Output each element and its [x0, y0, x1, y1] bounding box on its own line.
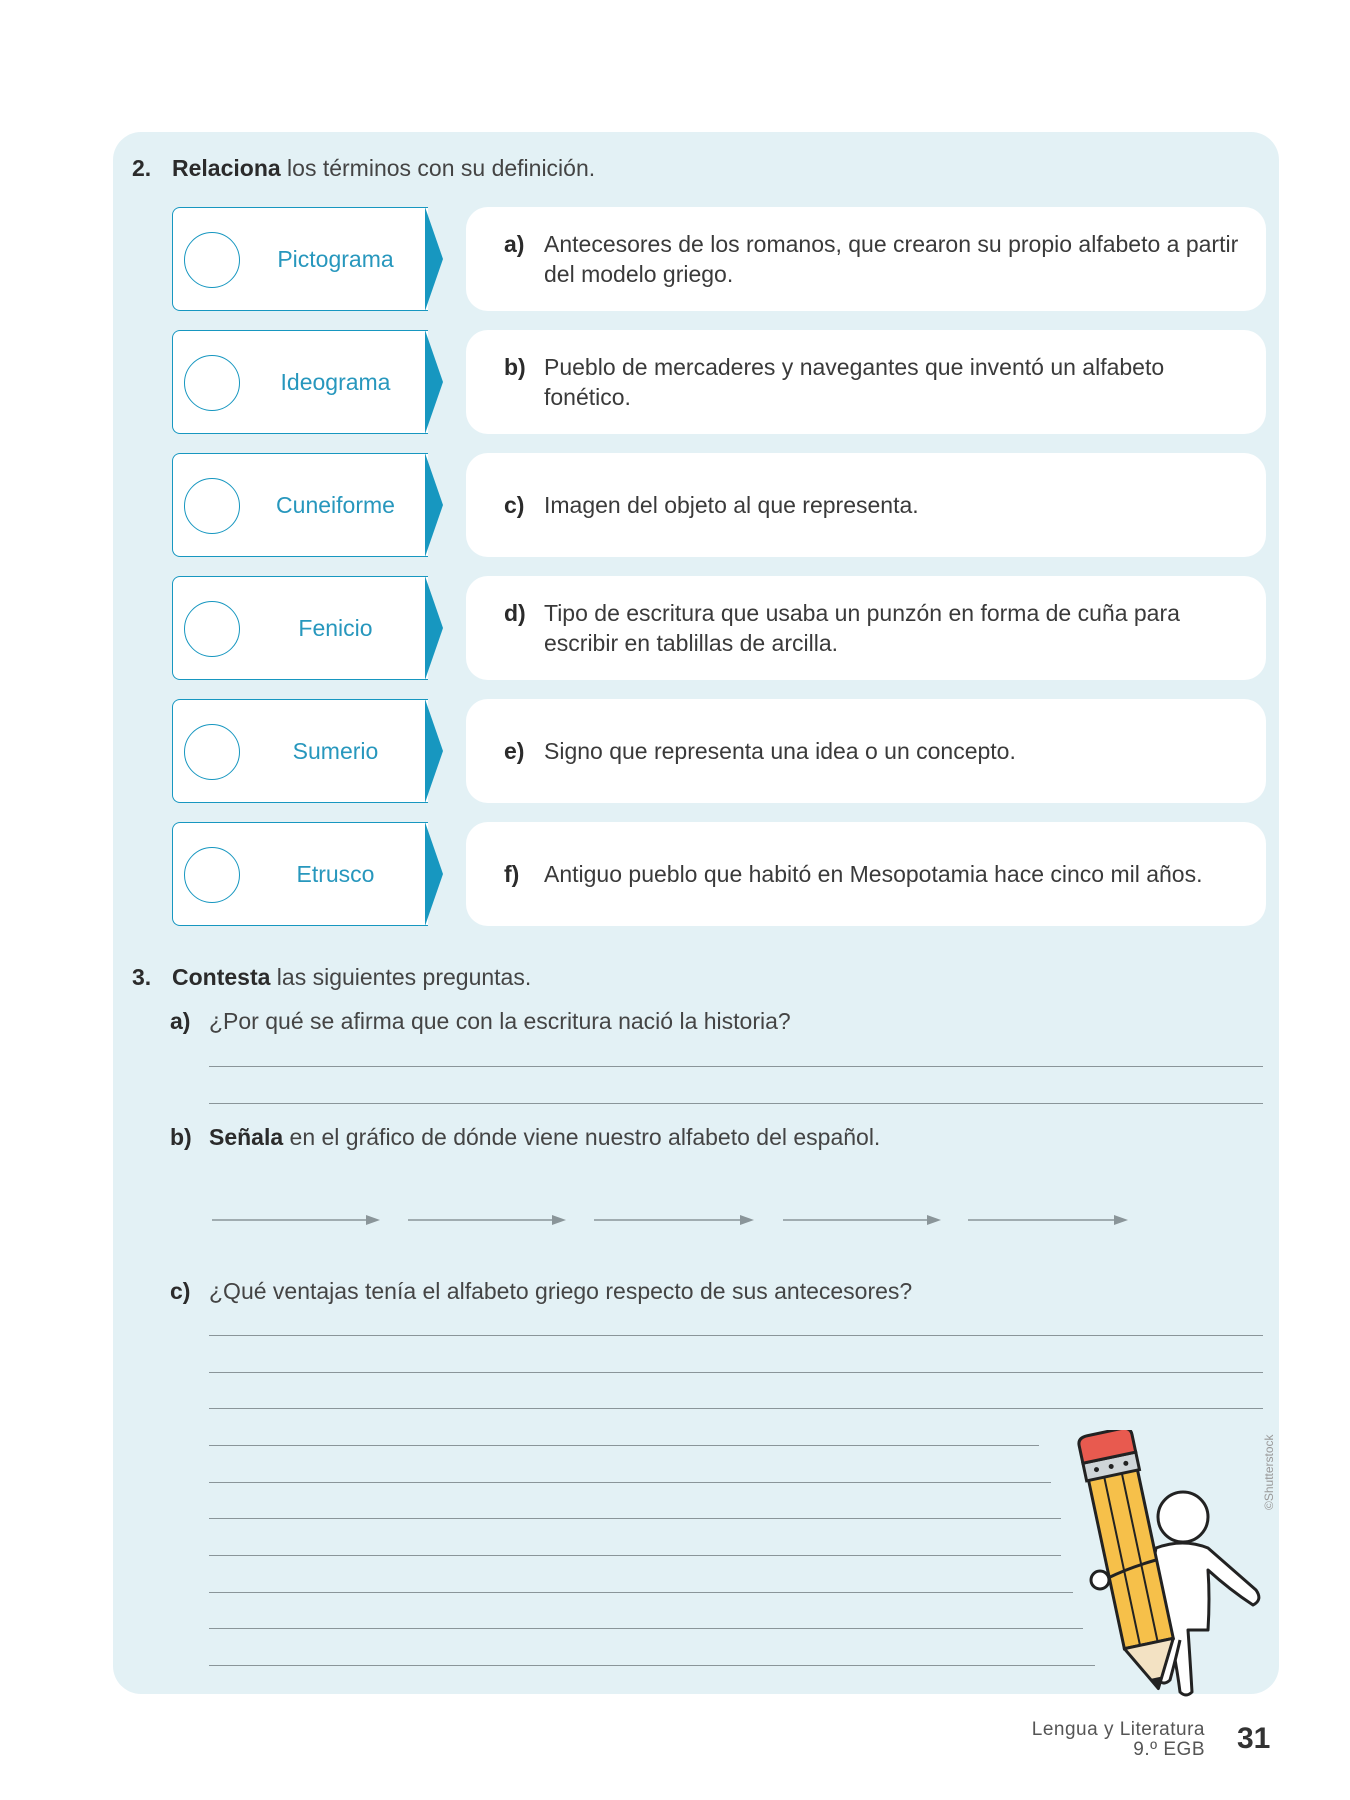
term-arrow-icon	[425, 576, 445, 680]
footer-subject-name: Lengua y Literatura	[1031, 1719, 1205, 1740]
answer-circle[interactable]	[184, 355, 240, 411]
question-2-verb: Relaciona	[172, 155, 281, 181]
answer-line[interactable]	[209, 1592, 1073, 1593]
flow-arrow-3[interactable]	[594, 1213, 756, 1227]
term-card-ideograma	[172, 330, 428, 434]
term-arrow-icon	[425, 207, 445, 311]
term-card-etrusco	[172, 822, 428, 926]
term-label: Cuneiforme	[276, 491, 395, 518]
question-3-title	[132, 964, 531, 991]
answer-line[interactable]	[209, 1555, 1061, 1556]
definition-text: Antecesores de los romanos, que crearon su propio alfabeto a partir del modelo griego.	[544, 231, 1239, 287]
question-3b-verb: Señala	[209, 1124, 284, 1150]
image-credit: ©Shutterstock	[1262, 1434, 1276, 1510]
definition-card-f	[466, 822, 1266, 926]
term-card-cuneiforme	[172, 453, 428, 557]
flow-arrow-1[interactable]	[212, 1213, 382, 1227]
question-3b-text: en el gráfico de dónde viene nuestro alfabeto del español.	[289, 1124, 881, 1150]
question-3-verb: Contesta	[172, 964, 271, 990]
definition-card-e	[466, 699, 1266, 803]
term-label: Ideograma	[280, 368, 391, 395]
term-arrow-icon	[425, 330, 445, 434]
question-2-instruction: los términos con su definición.	[287, 155, 596, 181]
question-3-instruction: las siguientes preguntas.	[276, 964, 532, 990]
answer-line[interactable]	[209, 1482, 1051, 1483]
term-label: Pictograma	[277, 245, 394, 272]
flow-arrow-2[interactable]	[408, 1213, 568, 1227]
question-3c-text: ¿Qué ventajas tenía el alfabeto griego respecto de sus antecesores?	[209, 1278, 913, 1304]
answer-line[interactable]	[209, 1665, 1095, 1666]
definition-card-c	[466, 453, 1266, 557]
answer-circle[interactable]	[184, 232, 240, 288]
term-card-sumerio	[172, 699, 428, 803]
term-label: Sumerio	[292, 737, 379, 764]
answer-line[interactable]	[209, 1408, 1263, 1409]
term-card-pictograma	[172, 207, 428, 311]
footer-grade: 9.º EGB	[1133, 1739, 1205, 1760]
answer-line[interactable]	[209, 1445, 1039, 1446]
term-label: Fenicio	[298, 614, 373, 641]
definition-card-d	[466, 576, 1266, 680]
definition-text: Pueblo de mercaderes y navegantes que inventó un alfabeto fonético.	[544, 354, 1165, 410]
term-label: Etrusco	[296, 860, 375, 887]
question-3c-letter: c)	[170, 1278, 191, 1304]
flow-arrow-5[interactable]	[968, 1213, 1130, 1227]
question-3b	[170, 1124, 880, 1151]
definition-letter: e)	[504, 738, 525, 764]
question-2-title	[132, 155, 595, 182]
answer-circle[interactable]	[184, 724, 240, 780]
question-3c	[170, 1278, 912, 1305]
answer-line[interactable]	[209, 1518, 1061, 1519]
question-3b-letter: b)	[170, 1124, 192, 1150]
answer-circle[interactable]	[184, 847, 240, 903]
definition-letter: d)	[504, 600, 526, 626]
definition-letter: b)	[504, 354, 526, 380]
answer-line[interactable]	[209, 1066, 1263, 1067]
question-2-number: 2.	[132, 155, 152, 181]
definition-card-a	[466, 207, 1266, 311]
definition-text: Imagen del objeto al que representa.	[544, 492, 919, 518]
term-arrow-icon	[425, 453, 445, 557]
answer-line[interactable]	[209, 1628, 1083, 1629]
definition-text: Antiguo pueblo que habitó en Mesopotamia hace cinco mil años.	[544, 861, 1203, 887]
term-arrow-icon	[425, 699, 445, 803]
definition-text: Signo que representa una idea o un concepto.	[544, 738, 1016, 764]
definition-text: Tipo de escritura que usaba un punzón en forma de cuña para escribir en tablillas de arcilla.	[544, 600, 1180, 656]
answer-line[interactable]	[209, 1372, 1263, 1373]
page-number: 31	[1237, 1722, 1271, 1755]
question-3a	[170, 1008, 791, 1035]
answer-circle[interactable]	[184, 478, 240, 534]
footer-subject	[1032, 1720, 1205, 1760]
definition-card-b	[466, 330, 1266, 434]
definition-letter: a)	[504, 231, 525, 257]
question-3-number: 3.	[132, 964, 152, 990]
flow-arrow-4[interactable]	[783, 1213, 943, 1227]
answer-circle[interactable]	[184, 601, 240, 657]
answer-line[interactable]	[209, 1335, 1263, 1336]
question-3a-letter: a)	[170, 1008, 191, 1034]
answer-line[interactable]	[209, 1103, 1263, 1104]
definition-letter: f)	[504, 861, 520, 887]
definition-letter: c)	[504, 492, 525, 518]
pencil-character-illustration	[1058, 1430, 1278, 1715]
term-arrow-icon	[425, 822, 445, 926]
term-card-fenicio	[172, 576, 428, 680]
question-3a-text: ¿Por qué se afirma que con la escritura nació la historia?	[209, 1008, 791, 1034]
